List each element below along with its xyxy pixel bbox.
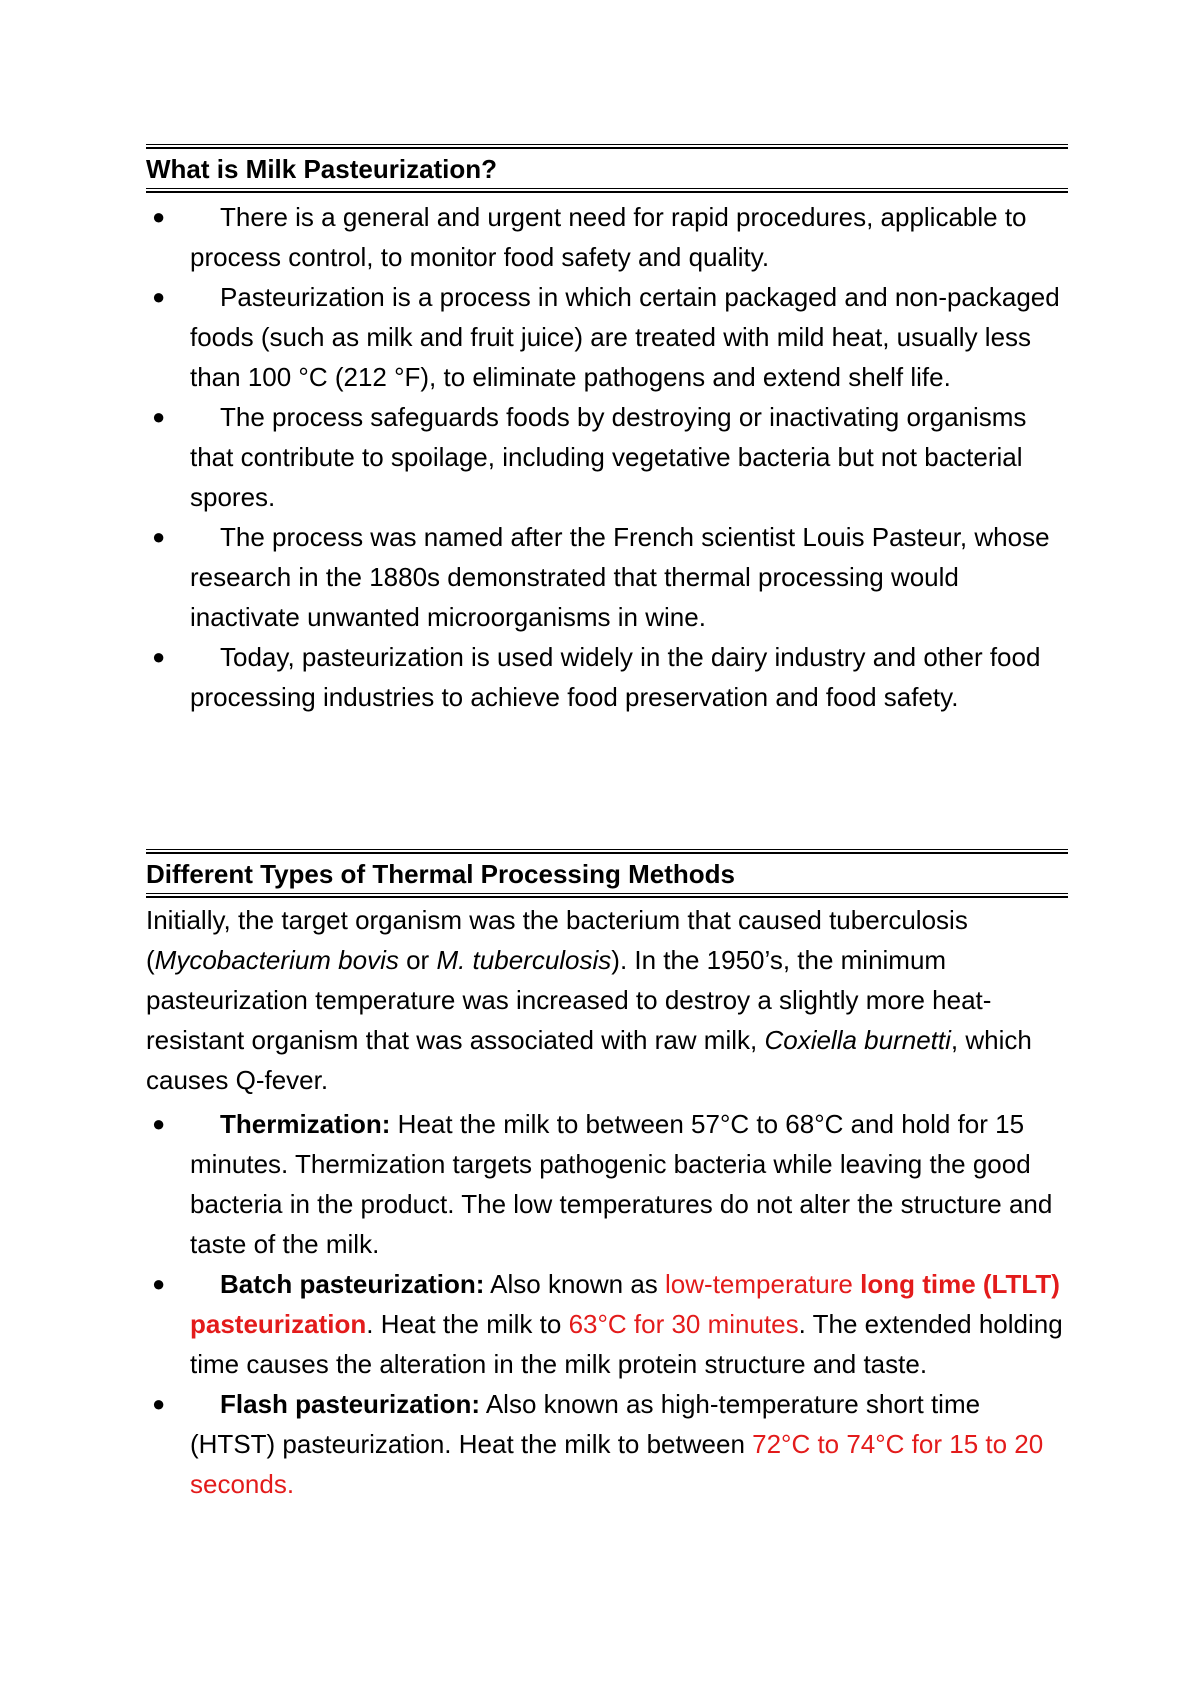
bullet-icon: ● — [152, 204, 166, 229]
section-milk-pasteurization — [146, 144, 1068, 717]
bullet-icon: ● — [152, 404, 166, 429]
bullet-list — [146, 197, 1068, 717]
intro-paragraph: Initially, the target organism was the bacterium that caused tuberculosis (Mycobacterium bovis or M. tuberculosis). In the 1950’s, the minimum pasteurization temperature was increased to destroy a slightly more heat-resistant organism that was associated with raw milk, Coxiella burnetti, which causes Q-fever. — [146, 905, 1032, 1095]
method-list — [146, 1104, 1068, 1504]
section-thermal-processing — [146, 849, 1068, 1504]
list-item: ● The process was named after the French scientist Louis Pasteur, whose research in the 1880s demonstrated that thermal processing would inactivate unwanted microorganisms in wine. — [146, 517, 1068, 637]
list-item: ● The process safeguards foods by destroying or inactivating organisms that contribute to spoilage, including vegetative bacteria but not bacterial spores. — [146, 397, 1068, 517]
list-item-thermization: ● Thermization: Heat the milk to between 57°C to 68°C and hold for 15 minutes. Thermization targets pathogenic bacteria while leaving the good bacteria in the product. The low temperatures do not alter the structure and taste of the milk. — [146, 1104, 1068, 1264]
section-title: What is Milk Pasteurization? — [146, 154, 498, 184]
bullet-icon: ● — [152, 644, 166, 669]
bullet-icon: ● — [152, 1391, 166, 1416]
heading-rule-bottom — [146, 893, 1068, 898]
list-item-batch: ● Batch pasteurization: Also known as low-temperature long time (LTLT) pasteurization. Heat the milk to 63°C for 30 minutes. The extended holding time causes the alteration in the milk protein structure and taste. — [146, 1264, 1068, 1384]
bullet-icon: ● — [152, 1271, 166, 1296]
heading-rule-bottom — [146, 188, 1068, 193]
bullet-icon: ● — [152, 1111, 166, 1136]
bullet-icon: ● — [152, 524, 166, 549]
list-item: ● Today, pasteurization is used widely in the dairy industry and other food processing industries to achieve food preservation and food safety. — [146, 637, 1068, 717]
list-item: ● Pasteurization is a process in which certain packaged and non-packaged foods (such as milk and fruit juice) are treated with mild heat, usually less than 100 °C (212 °F), to eliminate pathogens and extend shelf life. — [146, 277, 1068, 397]
list-item-flash: ● Flash pasteurization: Also known as high-temperature short time (HTST) pasteurization. Heat the milk to between 72°C to 74°C for 15 to 20 seconds. — [146, 1384, 1068, 1504]
bullet-icon: ● — [152, 284, 166, 309]
section-title: Different Types of Thermal Processing Methods — [146, 859, 735, 889]
list-item: ● There is a general and urgent need for rapid procedures, applicable to process control, to monitor food safety and quality. — [146, 197, 1068, 277]
